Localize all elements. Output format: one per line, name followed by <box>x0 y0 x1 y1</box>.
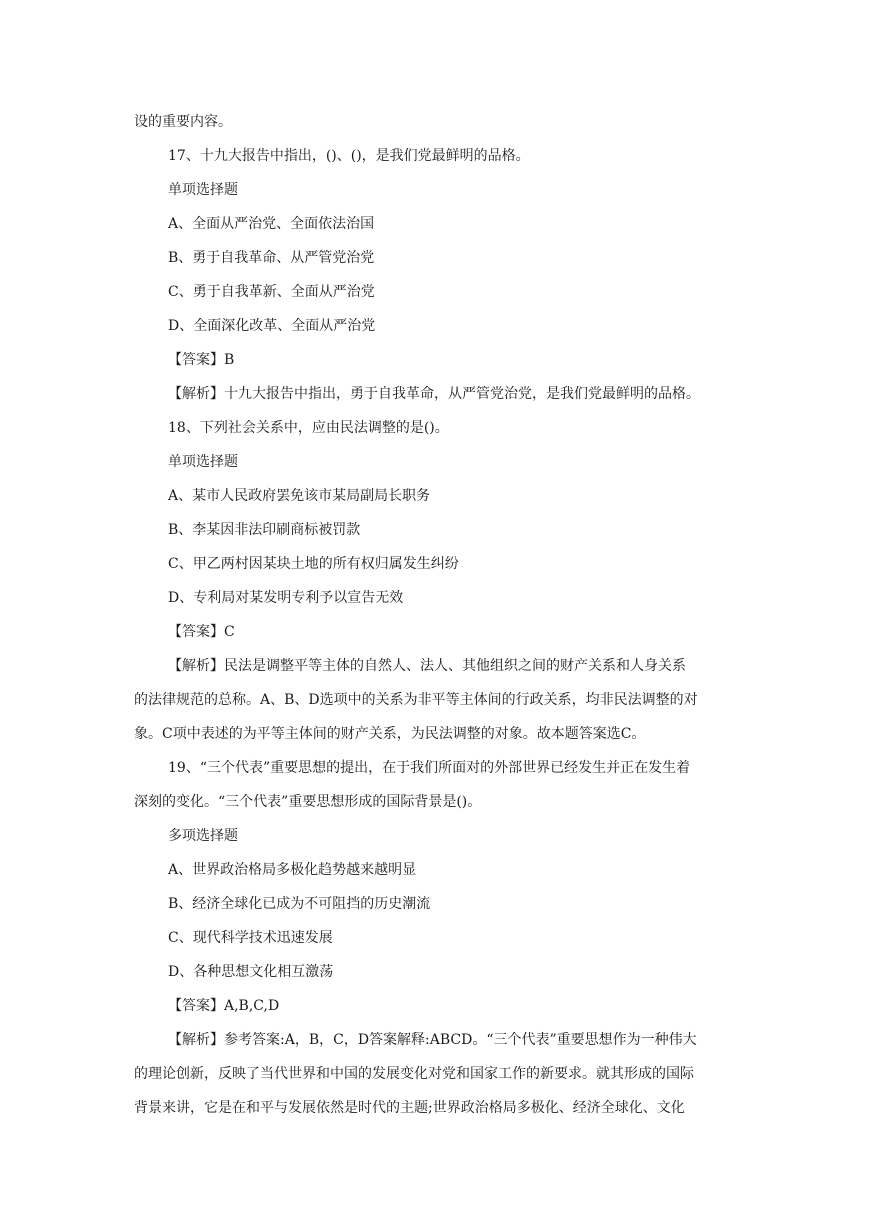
option-b: B、勇于自我革命、从严管党治党 <box>168 250 375 266</box>
explanation: 【解析】民法是调整平等主体的自然人、法人、其他组织之间的财产关系和人身关系 <box>168 658 686 674</box>
question-18: 18、下列社会关系中，应由民法调整的是()。 <box>168 420 449 436</box>
explanation-continued: 的理论创新，反映了当代世界和中国的发展变化对党和国家工作的新要求。就其形成的国际 <box>134 1066 694 1082</box>
option-b: B、李某因非法印刷商标被罚款 <box>168 522 361 538</box>
question-type: 多项选择题 <box>168 828 238 844</box>
document-body <box>134 105 746 1125</box>
question-19-continued: 深刻的变化。“三个代表”重要思想形成的国际背景是()。 <box>134 794 482 810</box>
option-c: C、现代科学技术迅速发展 <box>168 930 333 946</box>
option-d: D、全面深化改革、全面从严治党 <box>168 318 376 334</box>
option-a: A、某市人民政府罢免该市某局副局长职务 <box>168 488 431 504</box>
question-19: 19、“三个代表”重要思想的提出，在于我们所面对的外部世界已经发生并正在发生着 <box>168 760 691 776</box>
option-a: A、全面从严治党、全面依法治国 <box>168 216 375 232</box>
answer: 【答案】A,B,C,D <box>168 998 280 1014</box>
answer: 【答案】B <box>168 352 235 368</box>
option-d: D、专利局对某发明专利予以宣告无效 <box>168 590 404 606</box>
explanation-continued: 的法律规范的总称。A、B、D选项中的关系为非平等主体间的行政关系，均非民法调整的对 <box>134 692 698 708</box>
answer: 【答案】C <box>168 624 235 640</box>
explanation-continued: 背景来讲，它是在和平与发展依然是时代的主题;世界政治格局多极化、经济全球化、文化 <box>134 1100 685 1116</box>
option-d: D、各种思想文化相互激荡 <box>168 964 334 980</box>
explanation: 【解析】十九大报告中指出，勇于自我革命，从严管党治党，是我们党最鲜明的品格。 <box>168 386 700 402</box>
question-type: 单项选择题 <box>168 182 238 198</box>
option-b: B、经济全球化已成为不可阻挡的历史潮流 <box>168 896 431 912</box>
option-c: C、勇于自我革新、全面从严治党 <box>168 284 375 300</box>
question-17: 17、十九大报告中指出，()、()，是我们党最鲜明的品格。 <box>168 148 530 164</box>
option-c: C、甲乙两村因某块土地的所有权归属发生纠纷 <box>168 556 459 572</box>
explanation-continued: 象。C项中表述的为平等主体间的财产关系，为民法调整的对象。故本题答案选C。 <box>134 726 646 742</box>
option-a: A、世界政治格局多极化趋势越来越明显 <box>168 862 417 878</box>
text-line: 设的重要内容。 <box>134 114 232 130</box>
explanation: 【解析】参考答案:A，B，C，D答案解释:ABCD。“三个代表”重要思想作为一种伟大 <box>168 1032 697 1048</box>
question-type: 单项选择题 <box>168 454 238 470</box>
